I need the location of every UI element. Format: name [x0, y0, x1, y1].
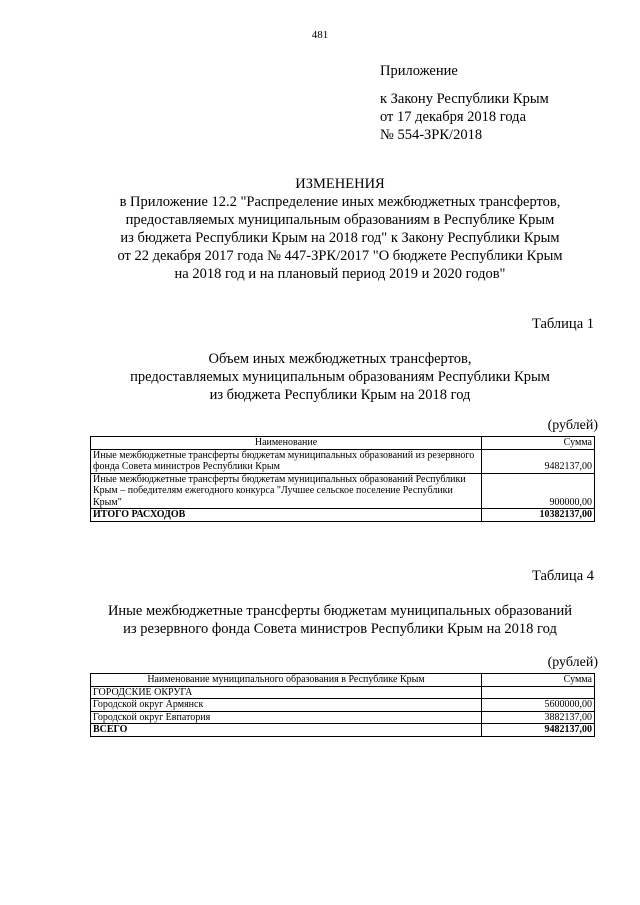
- header-name: Наименование муниципального образования в Республике Крым: [91, 674, 482, 687]
- group-sum: [482, 686, 595, 699]
- changes-heading: ИЗМЕНЕНИЯ: [295, 176, 385, 192]
- annex-title: Приложение: [380, 63, 458, 79]
- group-name: ГОРОДСКИЕ ОКРУГА: [91, 686, 482, 699]
- row-name: Городской округ Армянск: [91, 699, 482, 712]
- table-header-row: [91, 437, 595, 450]
- row-sum: 9482137,00: [482, 449, 595, 473]
- page-number: 481: [311, 29, 329, 41]
- changes-line: от 22 декабря 2017 года № 447-ЗРК/2017 "О бюджете Республики Крым: [117, 248, 563, 264]
- total-sum: 10382137,00: [482, 509, 595, 522]
- changes-line: на 2018 год и на плановый период 2019 и 2020 годов": [174, 266, 506, 282]
- table4-title-line: Иные межбюджетные трансферты бюджетам муниципальных образований: [107, 603, 573, 619]
- header-sum: Сумма: [482, 437, 595, 450]
- table4: [90, 673, 595, 737]
- table1-label: Таблица 1: [531, 316, 594, 332]
- total-name: ВСЕГО: [91, 724, 482, 737]
- header-sum: Сумма: [482, 674, 595, 687]
- table1: [90, 436, 595, 522]
- table-row: [91, 699, 595, 712]
- total-row: [91, 509, 595, 522]
- table4-unit: (рублей): [547, 655, 598, 670]
- changes-block: [60, 175, 620, 283]
- table1-title: [60, 350, 620, 404]
- row-name: Городской округ Евпатория: [91, 711, 482, 724]
- annex-line: № 554-ЗРК/2018: [380, 127, 483, 143]
- row-sum: 3882137,00: [482, 711, 595, 724]
- row-sum: 900000,00: [482, 473, 595, 509]
- table4-label: Таблица 4: [531, 568, 594, 584]
- row-sum: 5600000,00: [482, 699, 595, 712]
- table1-unit: (рублей): [547, 418, 598, 433]
- table-row: [91, 473, 595, 509]
- table-header-row: [91, 674, 595, 687]
- table4-title-line: из резервного фонда Совета министров Республики Крым на 2018 год: [123, 621, 557, 637]
- table-row: [91, 449, 595, 473]
- table1-title-line: Объем иных межбюджетных трансфертов,: [208, 351, 472, 367]
- annex-line: к Закону Республики Крым: [380, 91, 549, 107]
- table1-title-line: предоставляемых муниципальным образованиям Республики Крым: [130, 369, 550, 385]
- annex-block: [380, 62, 549, 144]
- total-sum: 9482137,00: [482, 724, 595, 737]
- row-name: Иные межбюджетные трансферты бюджетам муниципальных образований из резервного фонда Совета министров Республики Крым: [91, 449, 482, 473]
- group-row: [91, 686, 595, 699]
- total-row: [91, 724, 595, 737]
- changes-line: из бюджета Республики Крым на 2018 год" к Закону Республики Крым: [120, 230, 560, 246]
- total-name: ИТОГО РАСХОДОВ: [91, 509, 482, 522]
- changes-line: предоставляемых муниципальным образованиям в Республике Крым: [125, 212, 555, 228]
- table4-title: [60, 602, 620, 638]
- row-name: Иные межбюджетные трансферты бюджетам муниципальных образований Республики Крым – победителям ежегодного конкурса "Лучшее сельское поселение Республики Крым": [91, 473, 482, 509]
- changes-line: в Приложение 12.2 "Распределение иных межбюджетных трансфертов,: [119, 194, 561, 210]
- table-row: [91, 711, 595, 724]
- table1-title-line: из бюджета Республики Крым на 2018 год: [209, 387, 471, 403]
- annex-line: от 17 декабря 2018 года: [380, 109, 526, 125]
- header-name: Наименование: [91, 437, 482, 450]
